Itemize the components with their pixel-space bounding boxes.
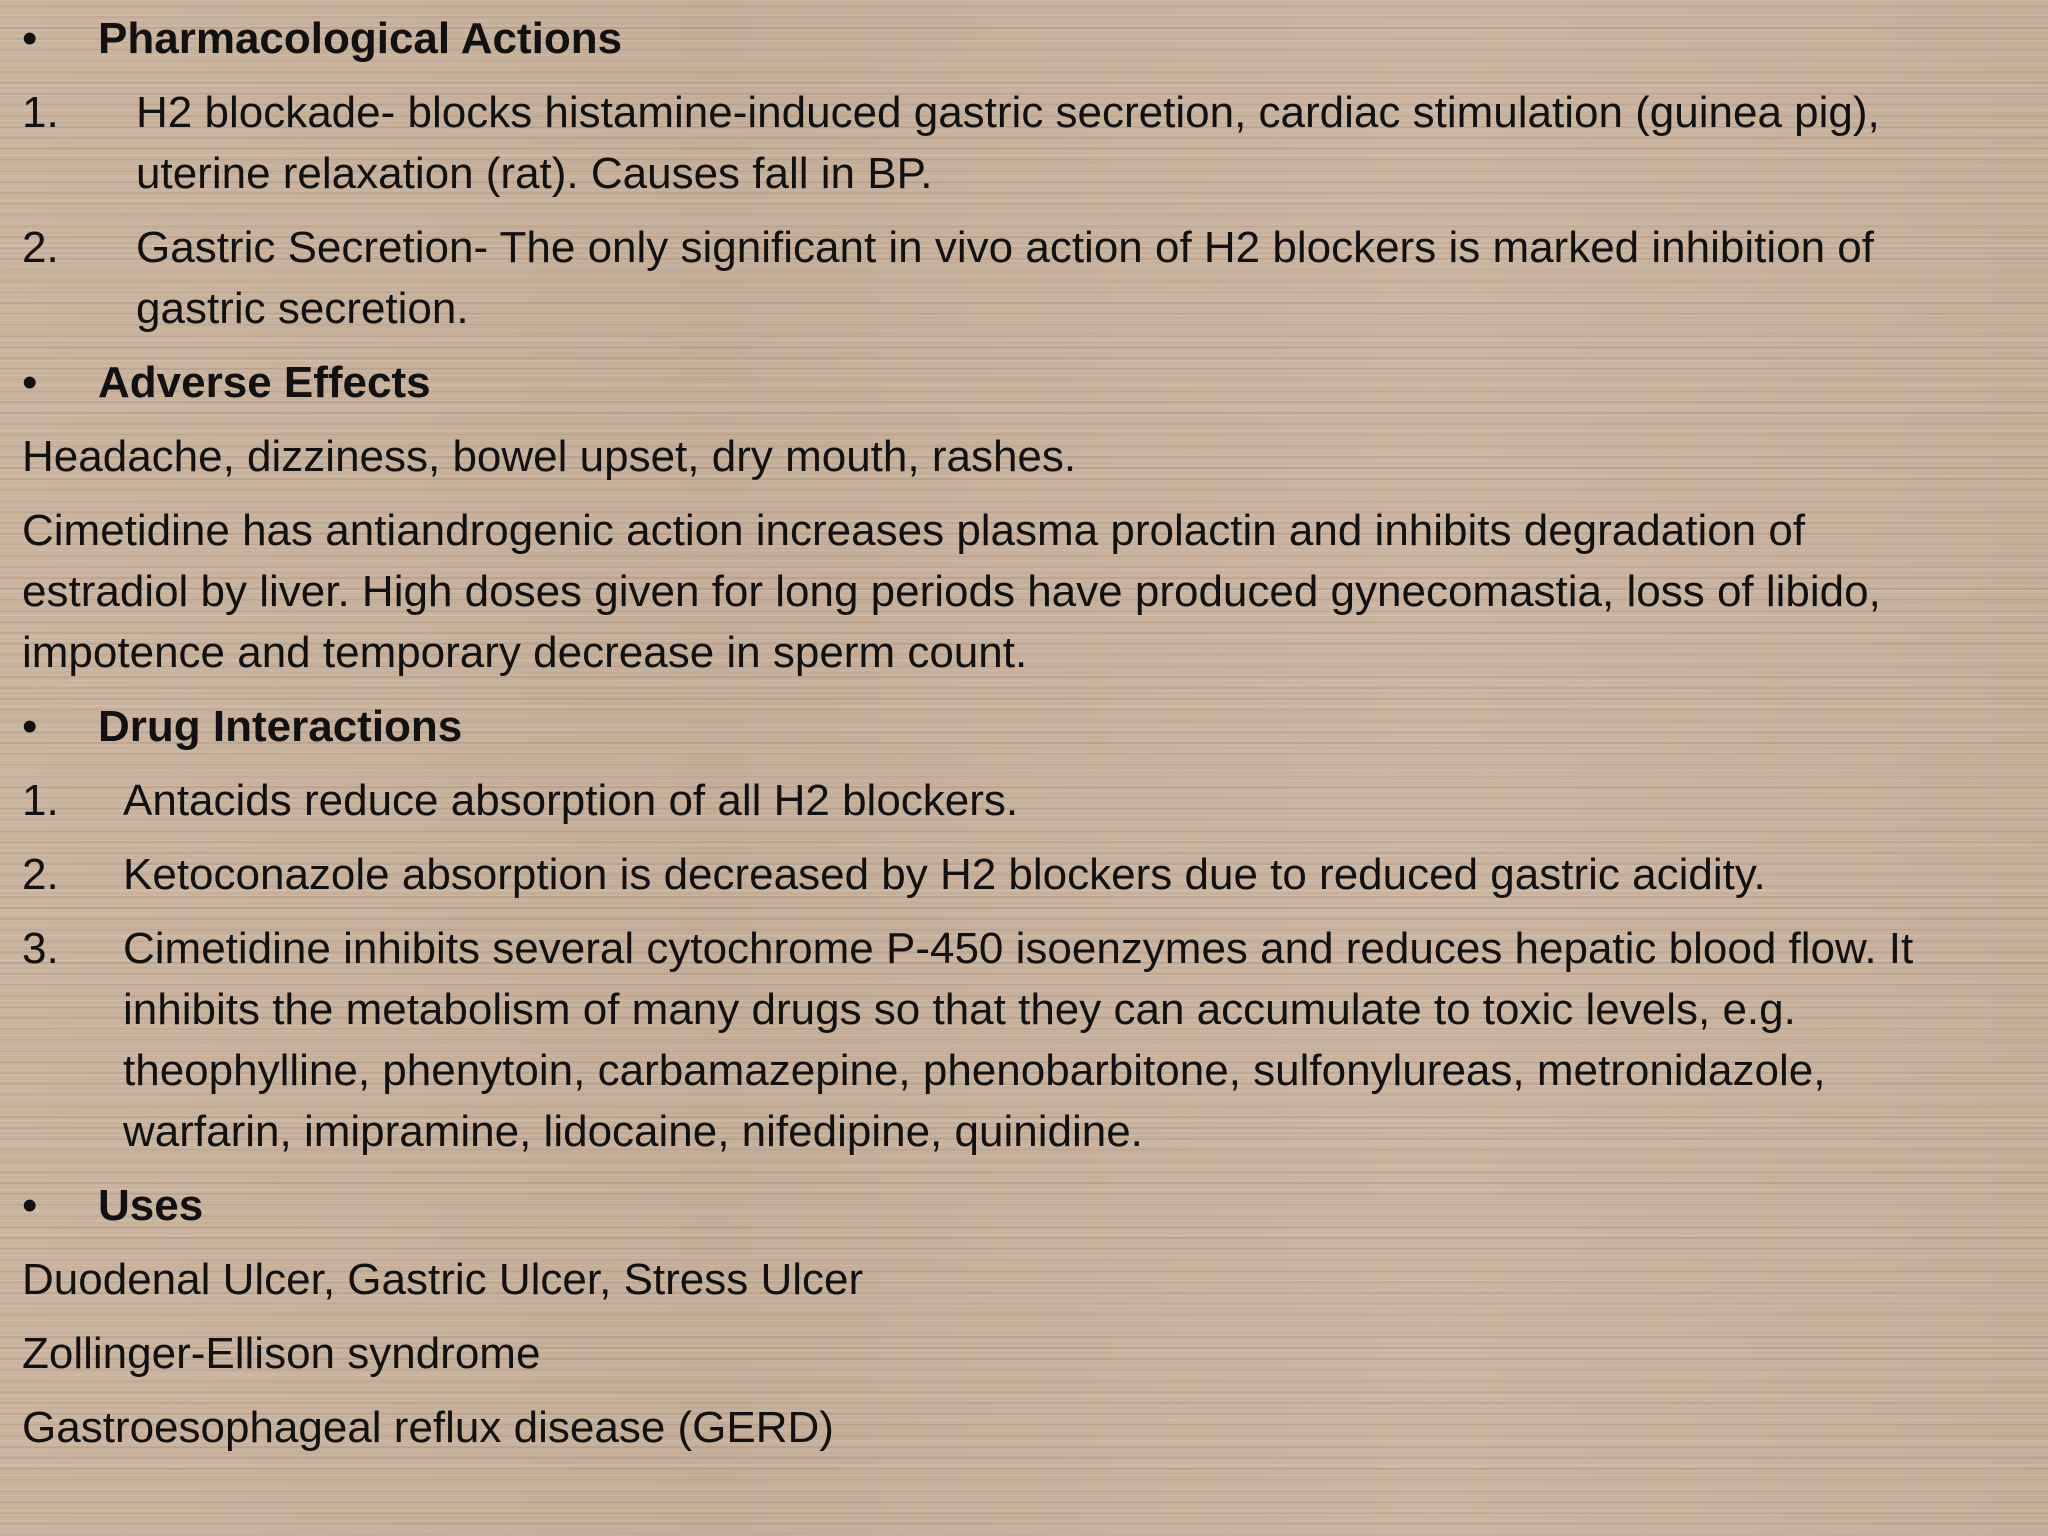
heading-drug-interactions: Drug Interactions bbox=[98, 702, 463, 751]
heading-uses: Uses bbox=[98, 1181, 204, 1230]
uses-text: Gastroesophageal reflux disease (GERD) bbox=[22, 1403, 834, 1452]
heading-pharmacological-actions: Pharmacological Actions bbox=[98, 14, 623, 63]
adverse-text-line: Cimetidine has antiandrogenic action increases plasma prolactin and inhibits degradation of bbox=[22, 506, 1806, 555]
heading-adverse-effects: Adverse Effects bbox=[98, 358, 431, 407]
uses-text: Duodenal Ulcer, Gastric Ulcer, Stress Ulcer bbox=[22, 1255, 864, 1304]
item-text bbox=[123, 918, 1913, 1162]
item-text-line: warfarin, imipramine, lidocaine, nifedipine, quinidine. bbox=[123, 1107, 1143, 1156]
item-number: 2. bbox=[22, 223, 59, 272]
item-text-line: gastric secretion. bbox=[136, 284, 469, 333]
item-number: 1. bbox=[22, 88, 59, 137]
bullet-marker: • bbox=[22, 702, 38, 751]
item-number: 1. bbox=[22, 776, 59, 825]
item-text-line: Gastric Secretion- The only significant in vivo action of H2 blockers is marked inhibition of bbox=[136, 223, 1874, 272]
item-text-line: uterine relaxation (rat). Causes fall in BP. bbox=[136, 149, 933, 198]
item-text-line: Cimetidine inhibits several cytochrome P-450 isoenzymes and reduces hepatic blood flow. It bbox=[123, 924, 1914, 973]
adverse-text-line: impotence and temporary decrease in sperm count. bbox=[22, 628, 1028, 677]
bullet-marker: • bbox=[22, 14, 38, 63]
item-text: Ketoconazole absorption is decreased by H2 blockers due to reduced gastric acidity. bbox=[123, 850, 1766, 899]
item-text-line: inhibits the metabolism of many drugs so that they can accumulate to toxic levels, e.g. bbox=[123, 985, 1796, 1034]
bullet-marker: • bbox=[22, 358, 38, 407]
bullet-marker: • bbox=[22, 1181, 38, 1230]
adverse-text: Headache, dizziness, bowel upset, dry mouth, rashes. bbox=[22, 432, 1077, 481]
item-number: 2. bbox=[22, 850, 59, 899]
item-text bbox=[136, 217, 1874, 339]
item-text: Antacids reduce absorption of all H2 blockers. bbox=[123, 776, 1019, 825]
adverse-text bbox=[22, 500, 1881, 683]
uses-text: Zollinger-Ellison syndrome bbox=[22, 1329, 541, 1378]
item-number: 3. bbox=[22, 924, 59, 973]
item-text bbox=[136, 82, 1880, 204]
item-text-line: H2 blockade- blocks histamine-induced gastric secretion, cardiac stimulation (guinea pig), bbox=[136, 88, 1880, 137]
adverse-text-line: estradiol by liver. High doses given for long periods have produced gynecomastia, loss of libido, bbox=[22, 567, 1881, 616]
item-text-line: theophylline, phenytoin, carbamazepine, phenobarbitone, sulfonylureas, metronidazole, bbox=[123, 1046, 1826, 1095]
